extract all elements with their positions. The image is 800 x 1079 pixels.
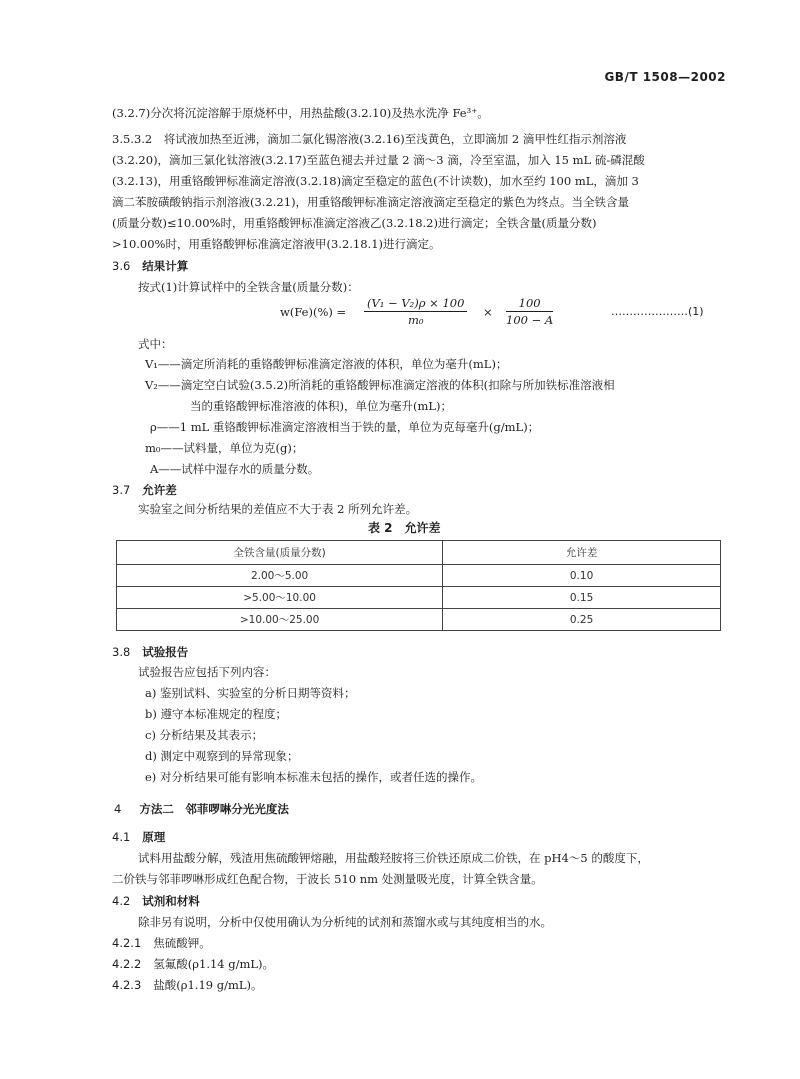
section-heading-4-2	[112, 893, 200, 909]
section-number: 4.1	[112, 830, 131, 844]
section-number: 4.2	[112, 894, 131, 908]
table-cell: 2.00～5.00	[117, 565, 443, 587]
text-line: 3.5.3.2 将试液加热至近沸，滴加二氯化锡溶液(3.2.16)至浅黄色，立即滴加 2 滴甲性红指示剂溶液	[112, 132, 627, 146]
formula-intro: 按式(1)计算试样中的全铁含量(质量分数)：	[138, 280, 359, 294]
chapter-number: 4	[114, 802, 122, 816]
item-number: 4.2.3	[112, 978, 142, 992]
times-sign: ×	[483, 305, 493, 319]
variable-def: ρ——1 mL 重铬酸钾标准滴定溶液相当于铁的量，单位为克每毫升(g/mL)；	[150, 420, 540, 434]
formula-1	[268, 296, 598, 330]
text-line: (3.2.13)，用重铬酸钾标准滴定溶液(3.2.18)滴定至稳定的蓝色(不计读数)，加水至约 100 mL，滴加 3	[112, 174, 639, 188]
text-line: (3.2.7)分次将沉淀溶解于原烧杯中，用热盐酸(3.2.10)及热水洗净 Fe³⁺。	[112, 106, 489, 120]
reagent-item	[112, 956, 274, 972]
section-text: 试验报告应包括下列内容：	[138, 665, 276, 679]
text-line: (3.2.20)，滴加三氯化钛溶液(3.2.17)至蓝色褪去并过量 2 滴～3 滴，冷至室温，加入 15 mL 硫-磷混酸	[112, 153, 645, 167]
table-cell: 0.25	[443, 609, 721, 631]
fraction-1	[364, 296, 467, 327]
variable-def: A——试样中湿存水的质量分数。	[150, 462, 320, 476]
equation-number: …………………(1)	[611, 305, 704, 318]
item-text: 氢氟酸(ρ1.14 g/mL)。	[153, 957, 275, 971]
formula-lhs: w(Fe)(%) =	[280, 305, 347, 319]
where-label: 式中：	[138, 337, 173, 351]
chapter-heading-4	[114, 801, 289, 817]
item-text: 焦硫酸钾。	[153, 936, 211, 950]
table-header-row	[117, 541, 721, 565]
table-row	[117, 587, 721, 609]
section-text: 除非另有说明，分析中仅使用确认为分析纯的试剂和蒸馏水或与其纯度相当的水。	[138, 915, 552, 929]
table-cell: 0.15	[443, 587, 721, 609]
fraction-denominator: m₀	[407, 313, 424, 327]
item-text: 盐酸(ρ1.19 g/mL)。	[153, 978, 263, 992]
column-header: 全铁含量(质量分数)	[117, 541, 443, 565]
section-heading-4-1	[112, 829, 165, 845]
section-number: 3.6	[112, 259, 131, 273]
text-line: 滴二苯胺磺酸钠指示剂溶液(3.2.21)，用重铬酸钾标准滴定溶液滴定至稳定的紫色为终点。当全铁含量	[112, 195, 630, 209]
table-cell: >5.00～10.00	[117, 587, 443, 609]
text-line: 试料用盐酸分解，残渣用焦硫酸钾熔融，用盐酸羟胺将三价铁还原成二价铁，在 pH4～5 的酸度下，	[138, 851, 649, 865]
list-item: b) 遵守本标准规定的程度；	[145, 707, 288, 721]
section-heading-3-8	[112, 644, 188, 660]
fraction-denominator: 100 − A	[506, 313, 554, 327]
table-cell: 0.10	[443, 565, 721, 587]
list-item: a) 鉴别试料、实验室的分析日期等资料；	[145, 686, 356, 700]
section-number: 3.8	[112, 645, 131, 659]
variable-def: V₂——滴定空白试验(3.5.2)所消耗的重铬酸钾标准滴定溶液的体积(扣除与所加铁标准溶液相	[145, 378, 615, 392]
table-caption: 表 2 允许差	[368, 521, 441, 535]
table-cell: >10.00～25.00	[117, 609, 443, 631]
text-line: (质量分数)≤10.00%时，用重铬酸钾标准滴定溶液乙(3.2.18.2)进行滴定；全铁含量(质量分数)	[112, 216, 597, 230]
standard-number: GB/T 1508—2002	[604, 70, 726, 84]
reagent-item	[112, 977, 263, 993]
column-header: 允许差	[443, 541, 721, 565]
section-title: 允许差	[142, 483, 177, 497]
tolerance-table	[116, 540, 721, 631]
table-row	[117, 609, 721, 631]
section-number: 3.7	[112, 483, 131, 497]
section-text: 实验室之间分析结果的差值应不大于表 2 所列允许差。	[138, 502, 418, 516]
text-line: 二价铁与邻菲啰啉形成红色配合物，于波长 510 nm 处测量吸光度，计算全铁含量。	[112, 872, 543, 886]
section-heading-3-7	[112, 482, 177, 498]
list-item: c) 分析结果及其表示；	[145, 728, 264, 742]
reagent-item	[112, 935, 211, 951]
fraction-numerator: 100	[506, 296, 553, 312]
section-title: 试剂和材料	[142, 894, 200, 908]
section-heading-3-6	[112, 258, 188, 274]
list-item: e) 对分析结果可能有影响本标准未包括的操作，或者任选的操作。	[145, 770, 482, 784]
list-item: d) 测定中观察到的异常现象；	[145, 749, 299, 763]
chapter-title: 方法二 邻菲啰啉分光光度法	[139, 802, 289, 816]
variable-def: 当的重铬酸钾标准溶液的体积)，单位为毫升(mL)；	[190, 399, 452, 413]
section-title: 结果计算	[142, 259, 189, 273]
section-title: 原理	[142, 830, 166, 844]
section-title: 试验报告	[142, 645, 189, 659]
text-line: >10.00%时，用重铬酸钾标准滴定溶液甲(3.2.18.1)进行滴定。	[112, 237, 441, 251]
variable-def: V₁——滴定所消耗的重铬酸钾标准滴定溶液的体积，单位为毫升(mL)；	[145, 357, 508, 371]
variable-def: m₀——试料量，单位为克(g)；	[145, 441, 304, 455]
item-number: 4.2.2	[112, 957, 142, 971]
table-row	[117, 565, 721, 587]
item-number: 4.2.1	[112, 936, 142, 950]
fraction-numerator: (V₁ − V₂)ρ × 100	[364, 296, 467, 312]
fraction-2	[506, 296, 553, 327]
